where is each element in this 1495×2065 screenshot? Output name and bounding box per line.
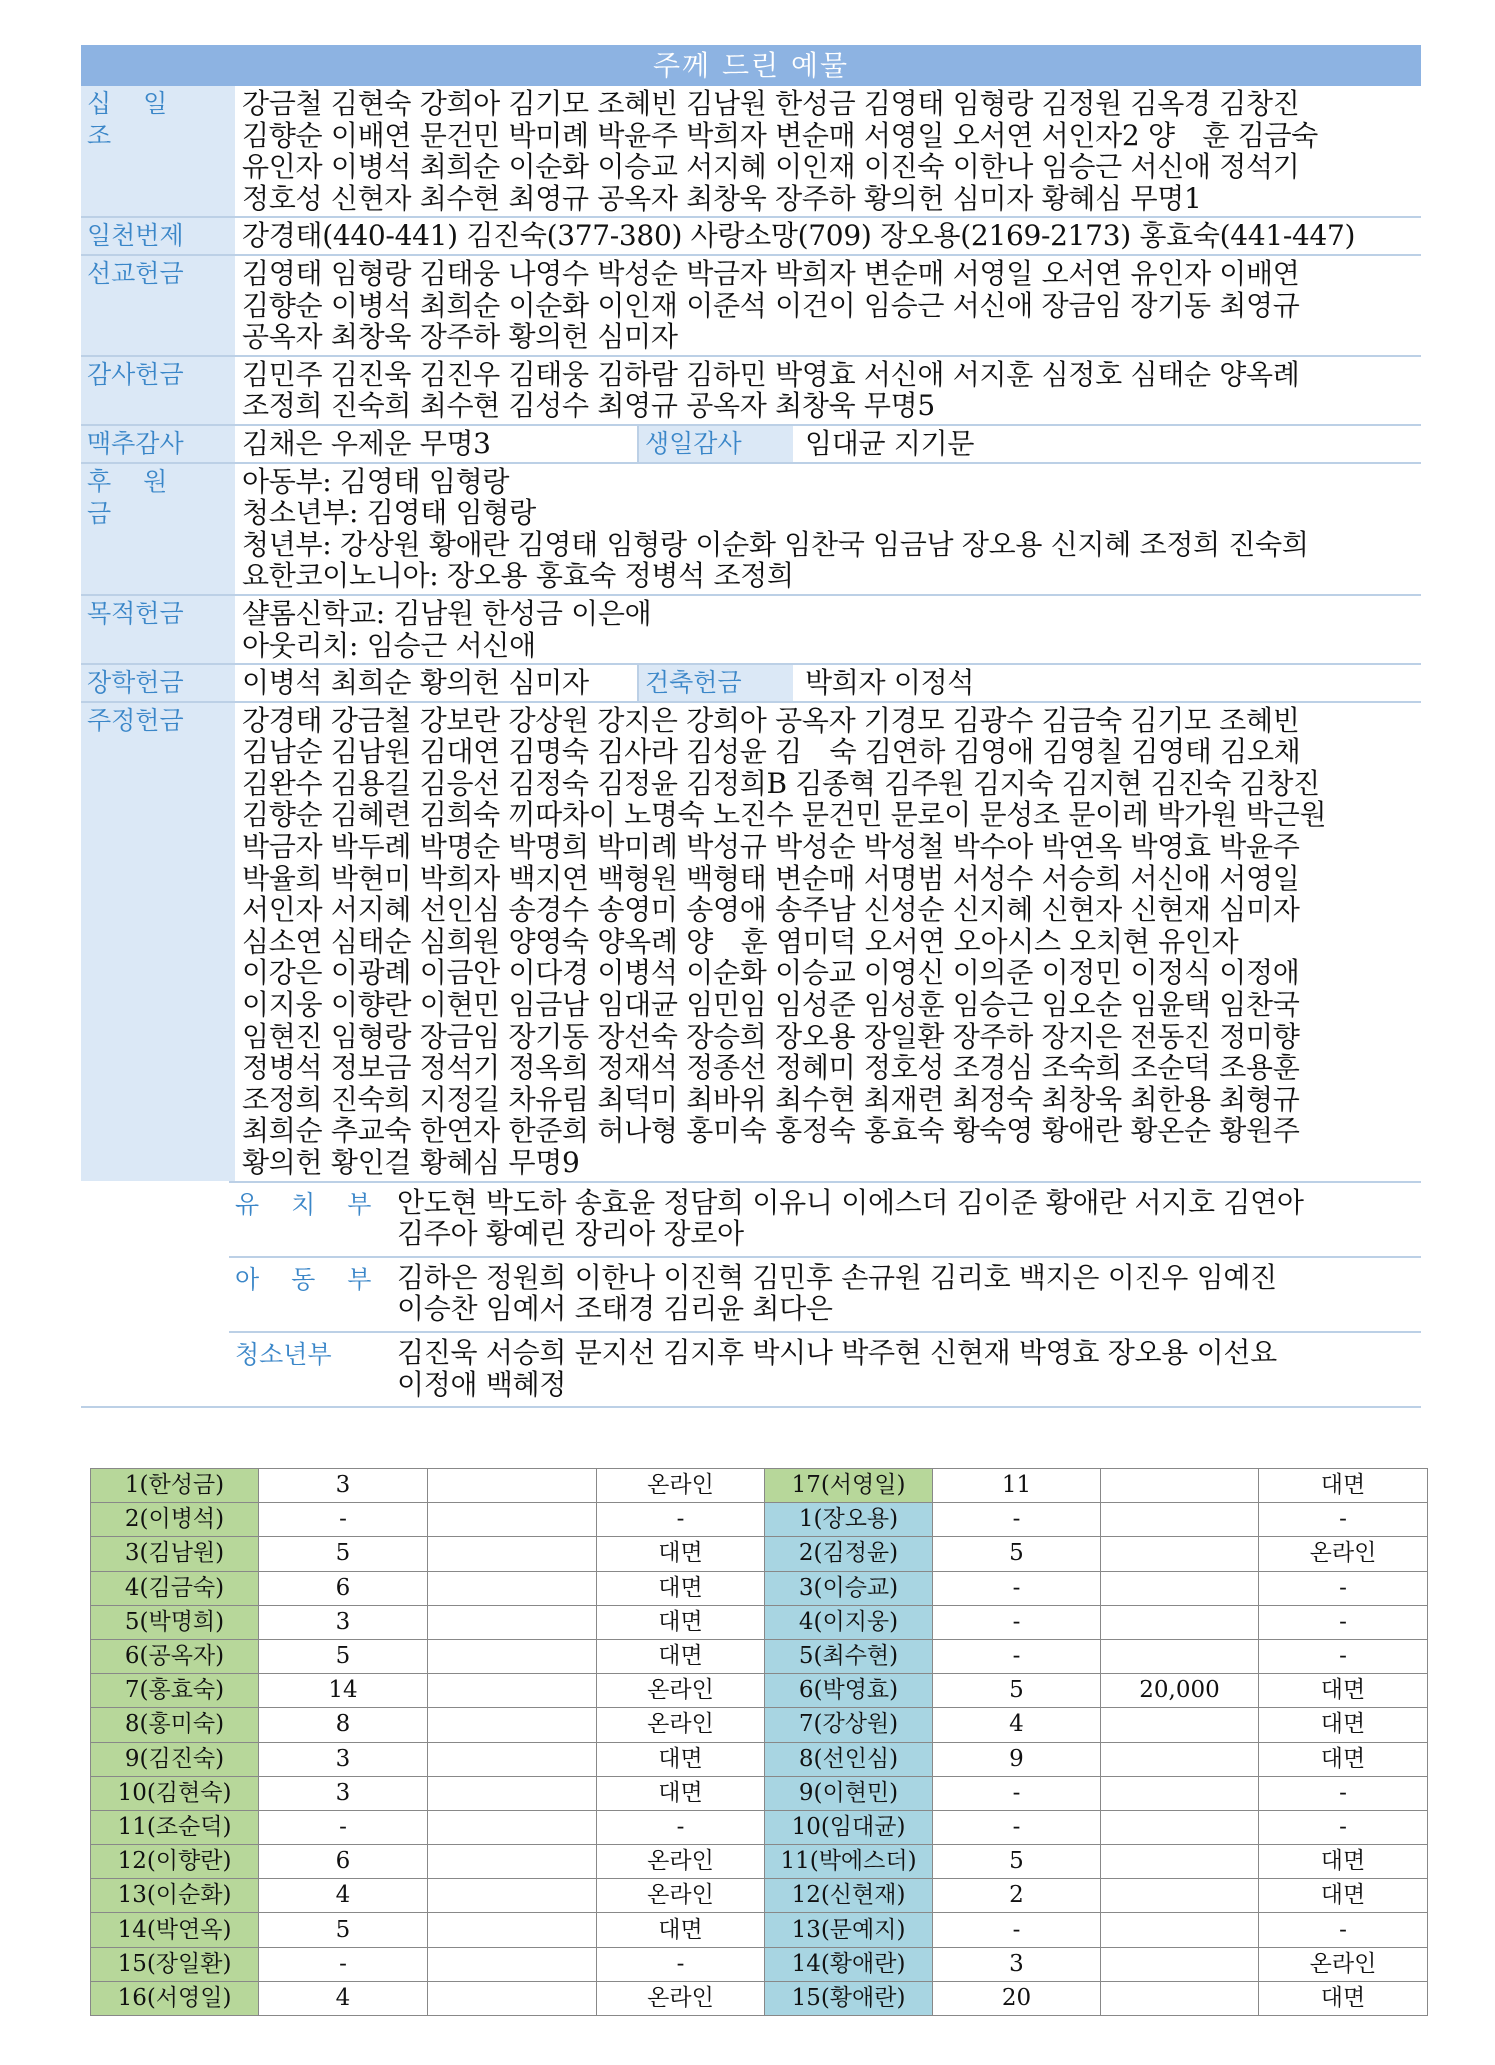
value-cell: 온라인 — [597, 1845, 765, 1879]
value-cell: 4 — [933, 1708, 1101, 1742]
group-cell: 13(이순화) — [91, 1879, 259, 1913]
name-line: 샬롬신학교: 김남원 한성금 이은애 — [242, 596, 652, 630]
value-cell: 5 — [933, 1537, 1101, 1571]
group-cell: 14(황애란) — [765, 1947, 933, 1981]
value-cell: 대면 — [1259, 1674, 1428, 1708]
value-cell: - — [597, 1503, 765, 1537]
value-cell — [1101, 1879, 1259, 1913]
group-cell: 10(김현숙) — [91, 1776, 259, 1810]
section-names: 이병석 최희순 황의헌 심미자 — [242, 666, 589, 700]
department-names — [390, 1183, 1421, 1256]
group-cell: 9(이현민) — [765, 1776, 933, 1810]
name-line: 박율희 박현미 박희자 백지연 백형원 백형태 변순매 서명범 서성수 서승희 서신애 서영일 — [242, 861, 1300, 895]
value-cell: - — [597, 1947, 765, 1981]
group-cell: 13(문예지) — [765, 1913, 933, 1947]
section-names — [235, 357, 1421, 424]
value-cell — [428, 1537, 597, 1571]
value-cell — [428, 1947, 597, 1981]
value-cell: - — [259, 1503, 428, 1537]
group-cell: 12(신현재) — [765, 1879, 933, 1913]
offering-section-split — [81, 426, 1421, 464]
group-cell: 9(김진숙) — [91, 1742, 259, 1776]
offering-section — [81, 218, 1421, 256]
attendance-row — [91, 1947, 1428, 1981]
department-names — [390, 1333, 1421, 1406]
name-line: 유인자 이병석 최희순 이순화 이승교 서지혜 이인재 이진숙 이한나 임승근 서신애 정석기 — [242, 150, 1300, 184]
value-cell: - — [1259, 1639, 1428, 1673]
value-cell — [428, 1810, 597, 1844]
name-line: 최희순 추교숙 한연자 한준희 허나형 홍미숙 홍정숙 홍효숙 황숙영 황애란 황온순 황원주 — [242, 1114, 1300, 1148]
attendance-row — [91, 1605, 1428, 1639]
value-cell: 3 — [259, 1469, 428, 1503]
name-line: 조정희 진숙희 지정길 차유림 최덕미 최바위 최수현 최재련 최정숙 최창욱 최한용 최형규 — [242, 1082, 1300, 1116]
page-title: 주께 드린 예물 — [81, 45, 1421, 86]
value-cell: 5 — [933, 1845, 1101, 1879]
name-line: 김향순 이배연 문건민 박미례 박윤주 박희자 변순매 서영일 오서연 서인자2 양 훈 김금숙 — [242, 118, 1319, 152]
name-line: 박금자 박두례 박명순 박명희 박미례 박성규 박성순 박성철 박수아 박연옥 박영효 박윤주 — [242, 830, 1300, 864]
attendance-row — [91, 1503, 1428, 1537]
section-label: 십 일 조 — [81, 86, 235, 216]
group-cell: 15(황애란) — [765, 1981, 933, 2015]
name-line: 청년부: 강상원 황애란 김영태 임형랑 이순화 임찬국 임금남 장오용 신지혜 조정희 진숙희 — [242, 527, 1309, 561]
value-cell — [428, 1742, 597, 1776]
department-label: 청소년부 — [235, 1339, 332, 1369]
section-label: 후 원 금 — [81, 464, 235, 594]
section-label: 건축헌금 — [637, 665, 793, 701]
name-line: 안도현 박도하 송효윤 정담희 이유니 이에스더 김이준 황애란 서지호 김연아 — [397, 1185, 1304, 1219]
value-cell: 5 — [259, 1639, 428, 1673]
value-cell — [428, 1913, 597, 1947]
section-names — [235, 464, 1421, 594]
section-names — [235, 86, 1421, 216]
group-cell: 11(조순덕) — [91, 1810, 259, 1844]
offering-sections — [81, 86, 1421, 1408]
name-line: 강경태 강금철 강보란 강상원 강지은 강희아 공옥자 기경모 김광수 김금숙 김기모 조혜빈 — [242, 703, 1300, 737]
group-cell: 12(이향란) — [91, 1845, 259, 1879]
value-cell: 3 — [933, 1947, 1101, 1981]
group-cell: 11(박에스더) — [765, 1845, 933, 1879]
value-cell: - — [1259, 1776, 1428, 1810]
value-cell — [428, 1674, 597, 1708]
attendance-row — [91, 1469, 1428, 1503]
value-cell: - — [1259, 1503, 1428, 1537]
value-cell — [428, 1708, 597, 1742]
section-names — [235, 703, 1421, 1181]
value-cell — [428, 1571, 597, 1605]
value-cell: 온라인 — [1259, 1947, 1428, 1981]
value-cell: 대면 — [597, 1639, 765, 1673]
value-cell: 20,000 — [1101, 1674, 1259, 1708]
name-line: 이정애 백혜정 — [397, 1367, 567, 1401]
offering-report — [81, 45, 1421, 1408]
attendance-row — [91, 1776, 1428, 1810]
section-names — [235, 218, 1421, 254]
name-line: 김남순 김남원 김대연 김명숙 김사라 김성윤 김 숙 김연하 김영애 김영칠 김영태 김오채 — [242, 735, 1301, 769]
value-cell — [1101, 1947, 1259, 1981]
value-cell: - — [1259, 1571, 1428, 1605]
value-cell: 대면 — [1259, 1981, 1428, 2015]
value-cell: 8 — [259, 1708, 428, 1742]
value-cell — [1101, 1981, 1259, 2015]
value-cell: 대면 — [597, 1571, 765, 1605]
value-cell: - — [933, 1776, 1101, 1810]
group-cell: 16(서영일) — [91, 1981, 259, 2015]
name-line: 청소년부: 김영태 임형랑 — [242, 496, 536, 530]
value-cell: - — [259, 1810, 428, 1844]
name-line: 김하은 정원희 이한나 이진혁 김민후 손규원 김리호 백지은 이진우 임예진 — [397, 1260, 1277, 1294]
value-cell — [428, 1879, 597, 1913]
department-row — [229, 1256, 1421, 1331]
group-cell: 2(이병석) — [91, 1503, 259, 1537]
value-cell — [1101, 1913, 1259, 1947]
value-cell: 대면 — [597, 1776, 765, 1810]
value-cell: 대면 — [1259, 1845, 1428, 1879]
group-cell: 10(임대균) — [765, 1810, 933, 1844]
name-line: 황의헌 황인걸 황혜심 무명9 — [242, 1146, 580, 1179]
name-line: 김완수 김용길 김응선 김정숙 김정윤 김정희B 김종혁 김주원 김지숙 김지현 김진숙 김창진 — [242, 766, 1320, 800]
section-label: 감사헌금 — [81, 357, 235, 424]
attendance-row — [91, 1879, 1428, 1913]
section-names: 임대균 지기문 — [805, 426, 975, 460]
attendance-row — [91, 1810, 1428, 1844]
name-line: 심소연 심태순 심희원 양영숙 양옥례 양 훈 염미덕 오서연 오아시스 오치현 유인자 — [242, 924, 1239, 958]
name-line: 강금철 김현숙 강희아 김기모 조혜빈 김남원 한성금 김영태 임형랑 김정원 김옥경 김창진 — [242, 87, 1300, 120]
value-cell: - — [597, 1810, 765, 1844]
group-cell: 17(서영일) — [765, 1469, 933, 1503]
name-line: 정병석 정보금 정석기 정옥희 정재석 정종선 정혜미 정호성 조경심 조숙희 조순덕 조용훈 — [242, 1051, 1300, 1085]
value-cell — [1101, 1742, 1259, 1776]
value-cell: 6 — [259, 1845, 428, 1879]
section-names — [235, 596, 1421, 663]
value-cell: 대면 — [1259, 1879, 1428, 1913]
department-label: 유 치 부 — [235, 1189, 384, 1219]
value-cell: 대면 — [597, 1742, 765, 1776]
value-cell — [428, 1605, 597, 1639]
value-cell: 온라인 — [597, 1674, 765, 1708]
name-line: 김향순 김혜련 김희숙 끼따차이 노명숙 노진수 문건민 문로이 문성조 문이레 박가원 박근원 — [242, 798, 1327, 832]
name-line: 이승찬 임예서 조태경 김리윤 최다은 — [397, 1292, 833, 1326]
section-label: 주정헌금 — [81, 703, 235, 1181]
attendance-row — [91, 1742, 1428, 1776]
name-line: 김향순 이병석 최희순 이순화 이인재 이준석 이건이 임승근 서신애 장금임 장기동 최영규 — [242, 288, 1300, 322]
value-cell — [428, 1639, 597, 1673]
value-cell: 3 — [259, 1742, 428, 1776]
value-cell — [1101, 1469, 1259, 1503]
value-cell — [1101, 1605, 1259, 1639]
department-row — [229, 1331, 1421, 1406]
value-cell: - — [1259, 1913, 1428, 1947]
group-cell: 7(강상원) — [765, 1708, 933, 1742]
name-line: 아웃리치: 임승근 서신애 — [242, 628, 536, 662]
name-line: 정호성 신현자 최수현 최영규 공옥자 최창욱 장주하 황의헌 심미자 황혜심 무명1 — [242, 181, 1202, 215]
value-cell — [1101, 1639, 1259, 1673]
value-cell: 대면 — [1259, 1469, 1428, 1503]
offering-section — [81, 703, 1421, 1181]
value-cell: 4 — [259, 1981, 428, 2015]
value-cell: 대면 — [597, 1537, 765, 1571]
value-cell: 20 — [933, 1981, 1101, 2015]
value-cell — [428, 1981, 597, 2015]
group-cell: 7(홍효숙) — [91, 1674, 259, 1708]
value-cell: - — [933, 1503, 1101, 1537]
name-line: 김주아 황예린 장리아 장로아 — [397, 1217, 744, 1251]
attendance-row — [91, 1981, 1428, 2015]
group-cell: 14(박연옥) — [91, 1913, 259, 1947]
section-names: 박희자 이정석 — [805, 666, 975, 700]
value-cell: 4 — [259, 1879, 428, 1913]
group-cell: 4(이지웅) — [765, 1605, 933, 1639]
department-sections — [81, 1181, 1421, 1409]
value-cell: 대면 — [597, 1913, 765, 1947]
value-cell: 14 — [259, 1674, 428, 1708]
group-cell: 15(장일환) — [91, 1947, 259, 1981]
section-label: 일천번제 — [81, 218, 235, 254]
name-line: 임현진 임형랑 장금임 장기동 장선숙 장승희 장오용 장일환 장주하 장지은 전동진 정미향 — [242, 1019, 1300, 1053]
name-line: 서인자 서지혜 선인심 송경수 송영미 송영애 송주남 신성순 신지혜 신현자 신현재 심미자 — [242, 893, 1300, 927]
value-cell: - — [1259, 1605, 1428, 1639]
value-cell — [428, 1845, 597, 1879]
offering-section — [81, 596, 1421, 665]
value-cell: - — [933, 1913, 1101, 1947]
attendance-row — [91, 1571, 1428, 1605]
value-cell: 11 — [933, 1469, 1101, 1503]
value-cell — [1101, 1776, 1259, 1810]
value-cell: - — [933, 1639, 1101, 1673]
offering-section — [81, 357, 1421, 426]
value-cell: 5 — [933, 1674, 1101, 1708]
group-cell: 3(이승교) — [765, 1571, 933, 1605]
attendance-row — [91, 1639, 1428, 1673]
value-cell: 3 — [259, 1776, 428, 1810]
name-line: 공옥자 최창욱 장주하 황의헌 심미자 — [242, 320, 678, 354]
value-cell: 9 — [933, 1742, 1101, 1776]
value-cell: 온라인 — [597, 1469, 765, 1503]
value-cell: 대면 — [1259, 1742, 1428, 1776]
name-line: 강경태(440-441) 김진숙(377-380) 사랑소망(709) 장오용(2169-2173) 홍효숙(441-447) — [242, 219, 1356, 253]
value-cell — [1101, 1810, 1259, 1844]
group-cell: 3(김남원) — [91, 1537, 259, 1571]
value-cell: - — [933, 1571, 1101, 1605]
name-line: 이강은 이광례 이금안 이다경 이병석 이순화 이승교 이영신 이의준 이정민 이정식 이정애 — [242, 956, 1300, 990]
value-cell — [1101, 1845, 1259, 1879]
group-cell: 8(홍미숙) — [91, 1708, 259, 1742]
attendance-row — [91, 1845, 1428, 1879]
value-cell — [428, 1469, 597, 1503]
name-line: 김진욱 서승희 문지선 김지후 박시나 박주현 신현재 박영효 장오용 이선요 — [397, 1335, 1277, 1369]
value-cell: 6 — [259, 1571, 428, 1605]
name-line: 요한코이노니아: 장오용 홍효숙 정병석 조정희 — [242, 559, 794, 593]
name-line: 김영태 임형랑 김태웅 나영수 박성순 박금자 박희자 변순매 서영일 오서연 유인자 이배연 — [242, 256, 1300, 290]
value-cell: - — [933, 1605, 1101, 1639]
section-label: 장학헌금 — [81, 665, 235, 701]
offering-section — [81, 256, 1421, 357]
group-cell: 6(공옥자) — [91, 1639, 259, 1673]
group-cell: 4(김금숙) — [91, 1571, 259, 1605]
group-cell: 1(한성금) — [91, 1469, 259, 1503]
group-cell: 2(김정윤) — [765, 1537, 933, 1571]
group-cell: 6(박영효) — [765, 1674, 933, 1708]
value-cell: 대면 — [597, 1605, 765, 1639]
value-cell — [428, 1776, 597, 1810]
group-cell: 5(최수현) — [765, 1639, 933, 1673]
name-line: 이지웅 이향란 이현민 임금남 임대균 임민임 임성준 임성훈 임승근 임오순 임윤택 임찬국 — [242, 988, 1300, 1022]
department-label: 아 동 부 — [235, 1264, 384, 1294]
name-line: 조정희 진숙희 최수현 김성수 최영규 공옥자 최창욱 무명5 — [242, 389, 935, 423]
attendance-row — [91, 1913, 1428, 1947]
offering-section — [81, 464, 1421, 596]
value-cell: 온라인 — [597, 1708, 765, 1742]
value-cell: - — [933, 1810, 1101, 1844]
value-cell: - — [1259, 1810, 1428, 1844]
value-cell: 3 — [259, 1605, 428, 1639]
attendance-row — [91, 1674, 1428, 1708]
value-cell — [1101, 1708, 1259, 1742]
section-label: 생일감사 — [637, 426, 793, 462]
value-cell: 온라인 — [597, 1879, 765, 1913]
value-cell: - — [259, 1947, 428, 1981]
value-cell — [1101, 1503, 1259, 1537]
offering-section-split — [81, 665, 1421, 703]
value-cell: 온라인 — [597, 1981, 765, 2015]
group-cell: 5(박명희) — [91, 1605, 259, 1639]
name-line: 김민주 김진욱 김진우 김태웅 김하람 김하민 박영효 서신애 서지훈 심정호 심태순 양옥례 — [242, 357, 1300, 391]
department-names — [390, 1258, 1421, 1331]
value-cell — [428, 1503, 597, 1537]
section-names — [235, 256, 1421, 355]
department-row — [229, 1181, 1421, 1256]
value-cell: 2 — [933, 1879, 1101, 1913]
offering-section — [81, 86, 1421, 218]
value-cell: 5 — [259, 1537, 428, 1571]
value-cell: 대면 — [1259, 1708, 1428, 1742]
value-cell: 5 — [259, 1913, 428, 1947]
group-cell: 1(장오용) — [765, 1503, 933, 1537]
value-cell: 온라인 — [1259, 1537, 1428, 1571]
value-cell — [1101, 1537, 1259, 1571]
section-label: 목적헌금 — [81, 596, 235, 663]
value-cell — [1101, 1571, 1259, 1605]
group-cell: 8(선인심) — [765, 1742, 933, 1776]
name-line: 아동부: 김영태 임형랑 — [242, 464, 510, 498]
attendance-table — [90, 1468, 1428, 2016]
attendance-row — [91, 1537, 1428, 1571]
section-label: 선교헌금 — [81, 256, 235, 355]
section-label: 맥추감사 — [81, 426, 235, 462]
attendance-row — [91, 1708, 1428, 1742]
section-names: 김채은 우제운 무명3 — [242, 426, 491, 460]
